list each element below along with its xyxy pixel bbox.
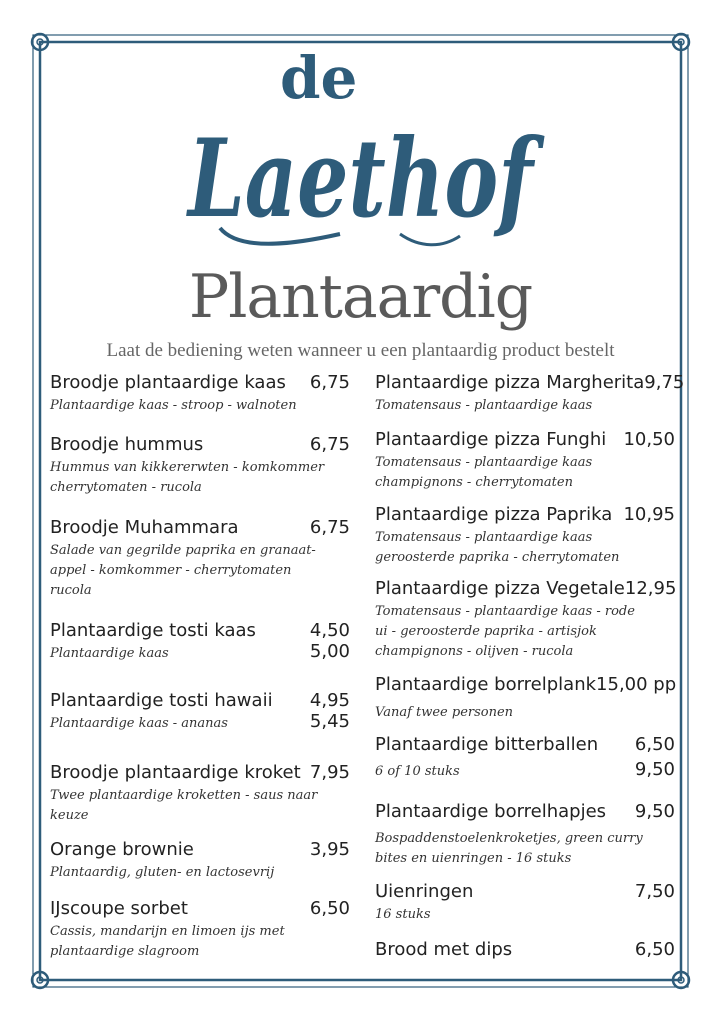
item-name: Plantaardige borrelplank xyxy=(375,674,597,695)
brand-logo xyxy=(180,38,545,258)
item-description: Salade van gegrilde paprika en granaat- appel - komkommer - cherrytomaten rucola xyxy=(50,543,316,598)
menu-item xyxy=(50,839,350,883)
menu-item xyxy=(375,578,675,662)
item-name: Plantaardige bitterballen xyxy=(375,734,599,755)
menu-item xyxy=(50,620,350,664)
menu-item xyxy=(375,734,675,782)
item-name: Uienringen xyxy=(375,881,474,902)
item-description: Cassis, mandarijn en limoen ijs met plantaardige slagroom xyxy=(50,924,285,959)
item-description: 6 of 10 stuks xyxy=(375,764,460,779)
item-price: 9,50 xyxy=(634,801,675,822)
item-price-alt: 9,50 xyxy=(634,759,675,780)
menu-item xyxy=(50,762,350,826)
item-description: Tomatensaus - plantaardige kaas - rode ui - geroosterde paprika - artisjok champignons - olijven - rucola xyxy=(375,604,635,659)
item-description: Plantaardige kaas xyxy=(50,646,169,661)
item-name: Plantaardige pizza Vegetale xyxy=(375,578,625,599)
item-price: 4,50 xyxy=(309,620,350,641)
item-name: Brood met dips xyxy=(375,939,513,960)
item-price: 6,75 xyxy=(309,434,350,455)
item-description: Bospaddenstoelenkroketjes, green curry bites en uienringen - 16 stuks xyxy=(375,831,643,866)
item-price-alt: 5,00 xyxy=(309,641,350,662)
menu-item xyxy=(375,801,675,869)
item-price-alt: 5,45 xyxy=(309,711,350,732)
item-name: Plantaardige tosti kaas xyxy=(50,620,256,641)
item-name: Plantaardige pizza Paprika xyxy=(375,504,613,525)
menu-item xyxy=(375,881,675,925)
item-price: 6,50 xyxy=(309,898,350,919)
item-price: 9,75 xyxy=(644,372,685,393)
item-description: Plantaardige kaas - stroop - walnoten xyxy=(50,398,297,413)
item-price: 6,50 xyxy=(634,939,675,960)
item-price: 7,95 xyxy=(309,762,350,783)
item-description: Tomatensaus - plantaardige kaas geroosterde paprika - cherrytomaten xyxy=(375,530,620,565)
menu-item xyxy=(375,939,675,960)
item-name: Orange brownie xyxy=(50,839,194,860)
item-description: Vanaf twee personen xyxy=(375,705,514,720)
menu-item xyxy=(50,898,350,962)
item-name: Broodje plantaardige kroket xyxy=(50,762,301,783)
menu-item xyxy=(50,690,350,734)
item-name: Broodje Muhammara xyxy=(50,517,239,538)
item-price: 10,50 xyxy=(623,429,675,450)
item-description: Plantaardige kaas - ananas xyxy=(50,716,228,731)
item-price: 4,95 xyxy=(309,690,350,711)
item-name: Broodje plantaardige kaas xyxy=(50,372,286,393)
item-name: Plantaardige pizza Margherita xyxy=(375,372,645,393)
item-description: 16 stuks xyxy=(375,907,431,922)
item-description: Plantaardig, gluten- en lactosevrij xyxy=(50,865,275,880)
menu-item xyxy=(50,517,350,601)
item-price: 12,95 xyxy=(624,578,677,599)
menu-item xyxy=(375,504,675,568)
item-name: Plantaardige tosti hawaii xyxy=(50,690,273,711)
item-description: Tomatensaus - plantaardige kaas xyxy=(375,398,593,413)
item-price: 7,50 xyxy=(634,881,675,902)
page-subtitle: Laat de bediening weten wanneer u een plantaardig product bestelt xyxy=(106,340,615,361)
item-name: IJscoupe sorbet xyxy=(50,898,188,919)
brand-name: Laethof xyxy=(185,116,545,242)
item-name: Plantaardige pizza Funghi xyxy=(375,429,607,450)
item-description: Twee plantaardige kroketten - saus naar keuze xyxy=(50,788,318,823)
item-price: 3,95 xyxy=(309,839,350,860)
item-price: 15,00 pp xyxy=(596,674,677,695)
item-price: 10,95 xyxy=(623,504,675,525)
menu-item xyxy=(50,434,350,498)
menu-item xyxy=(50,372,350,416)
menu-item xyxy=(375,429,675,493)
item-price: 6,75 xyxy=(309,372,350,393)
page-title: Plantaardig xyxy=(188,262,533,332)
menu-item xyxy=(375,372,685,416)
item-description: Hummus van kikkererwten - komkommer cherrytomaten - rucola xyxy=(50,460,325,495)
item-name: Plantaardige borrelhapjes xyxy=(375,801,607,822)
item-price: 6,75 xyxy=(309,517,350,538)
brand-prefix: de xyxy=(280,44,358,112)
item-price: 6,50 xyxy=(634,734,675,755)
item-name: Broodje hummus xyxy=(50,434,204,455)
menu-item xyxy=(375,674,675,723)
item-description: Tomatensaus - plantaardige kaas champignons - cherrytomaten xyxy=(375,455,593,490)
